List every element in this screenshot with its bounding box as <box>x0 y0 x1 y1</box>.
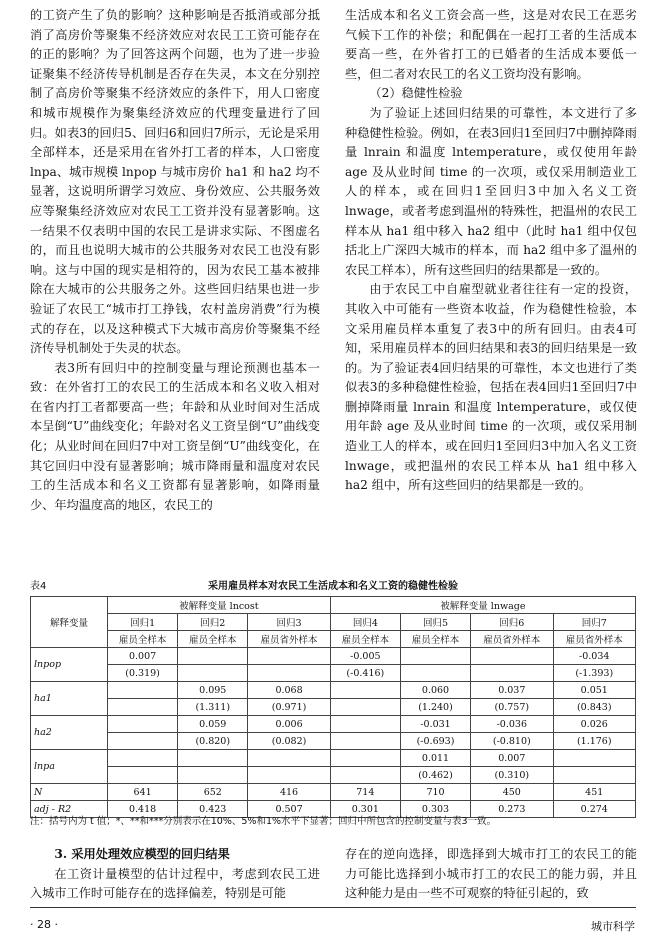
stat-cell: 641 <box>108 784 178 801</box>
results-table <box>30 596 636 818</box>
t-value-cell: (0.319) <box>108 665 178 682</box>
coefficient-cell <box>108 682 178 699</box>
section-heading: 3. 采用处理效应模型的回归结果 <box>54 847 230 861</box>
coefficient-cell <box>108 750 178 767</box>
paragraph: 由于农民工中自雇型就业者往往有一定的投资，其收入中可能有一些资本收益，作为稳健性检验，本文采用雇员样本重复了表3中的所有回归。由表4可知，采用雇员样本的回归结果和表3的回归结果是一致的。为了验证表4回归结果的可靠性，本文也进行了类似表3的多种稳健性检验，包括在表4回归1至回归7中删掉降雨量 lnrain 和温度 lntemperature，或仅使用年龄 age 及从业时间 time 的一次项，或仅采用制造业工人的样本，或在回归1至回归3中加入名义工资 lnwage，或把温州的农民工样本从 ha1 组中移入 ha2 组中，所有这些回归的结果都是一致的。 <box>345 282 637 493</box>
stat-cell: 451 <box>553 784 636 801</box>
t-value-cell <box>248 767 330 784</box>
paragraph: 的工资产生了负的影响？这种影响是否抵消或部分抵消了高房价等聚集不经济效应对农民工工资可能存在的正的影响？为了回答这两个问题，也为了进一步验证聚集不经济传导机制是否存在失灵，本文在分别控制了高房价等聚集不经济效应的条件下，用人口密度和城市规模作为聚集经济效应的代理变量进行了回归。如表3的回归5、回归6和回归7所示，无论是采用全部样本，还是采用在省外打工者的样本，人口密度 lnpa、城市规模 lnpop 与城市房价 ha1 和 ha2 均不显著，这说明所谓学习效应、身份效应、公共服务效应等聚集经济效应对农民工工资并没有显著影响。这一结果不仅表明中国的农民工是讲求实际、不图虚名的，而且也说明大城市的公共服务对农民工也没有影响。这与中国的现实是相符的，因为农民工基本被排除在大城市的公共服务之外。这些回归结果也进一步验证了农民工“城市打工挣钱，农村盖房消费”行为模式的存在，以及这种模式下大城市高房价等聚集不经济传导机制处于失灵的状态。 <box>30 8 320 356</box>
table-caption: 采用雇员样本对农民工生活成本和名义工资的稳健性检验 <box>208 581 458 592</box>
stat-label: N <box>31 784 108 801</box>
regression-label: 回归7 <box>553 614 636 631</box>
bottom-right-column <box>345 845 637 904</box>
variable-name: lnpop <box>31 648 108 682</box>
stat-cell: 710 <box>400 784 470 801</box>
coefficient-cell <box>400 648 470 665</box>
stat-cell: 0.507 <box>248 801 330 818</box>
t-value-cell: (0.082) <box>248 733 330 750</box>
footer-rule <box>30 907 636 908</box>
coefficient-cell: -0.031 <box>400 716 470 733</box>
t-value-cell: (0.820) <box>178 733 248 750</box>
stat-cell: 0.274 <box>553 801 636 818</box>
coefficient-cell: -0.036 <box>471 716 553 733</box>
stat-cell: 416 <box>248 784 330 801</box>
stat-cell: 0.418 <box>108 801 178 818</box>
t-value-cell <box>108 733 178 750</box>
t-value-cell <box>330 767 400 784</box>
stat-cell: 0.423 <box>178 801 248 818</box>
coefficient-cell <box>330 716 400 733</box>
table-row <box>31 784 636 801</box>
stat-cell: 0.301 <box>330 801 400 818</box>
paragraph: 生活成本和名义工资会高一些，这是对农民工在恶劣气候下工作的补偿；和配偶在一起打工者的生活成本要高一些，在外省打工的已婚者的生活成本要低一些，但二者对农民工的名义工资均没有影响。 <box>345 8 637 81</box>
t-value-cell: (0.310) <box>471 767 553 784</box>
coefficient-cell: 0.068 <box>248 682 330 699</box>
t-value-cell: (-1.393) <box>553 665 636 682</box>
t-value-cell <box>248 665 330 682</box>
t-value-cell <box>400 665 470 682</box>
sample-label: 雇员省外样本 <box>553 631 636 648</box>
t-value-cell <box>330 699 400 716</box>
regression-label: 回归1 <box>108 614 178 631</box>
table-row <box>31 648 636 665</box>
sample-label: 雇员全样本 <box>400 631 470 648</box>
var-header: 解释变量 <box>31 597 108 648</box>
t-value-cell: (0.971) <box>248 699 330 716</box>
table-row <box>31 665 636 682</box>
dep-var-lncost: 被解释变量 lncost <box>108 597 331 614</box>
t-value-cell: (-0.416) <box>330 665 400 682</box>
table-row <box>31 750 636 767</box>
coefficient-cell: -0.034 <box>553 648 636 665</box>
table-row <box>31 716 636 733</box>
t-value-cell: (0.843) <box>553 699 636 716</box>
regression-label: 回归4 <box>330 614 400 631</box>
coefficient-cell: 0.026 <box>553 716 636 733</box>
variable-name: lnpa <box>31 750 108 784</box>
table-label: 表4 <box>30 581 47 592</box>
t-value-cell <box>108 767 178 784</box>
coefficient-cell <box>178 750 248 767</box>
coefficient-cell <box>178 648 248 665</box>
bottom-left-column <box>30 845 320 904</box>
coefficient-cell: 0.006 <box>248 716 330 733</box>
paragraph: 存在的逆向选择，即选择到大城市打工的农民工的能力可能比选择到小城市打工的农民工的能力弱，并且这种能力是由一些不可观察的特征引起的，致 <box>345 847 637 901</box>
sample-label: 雇员省外样本 <box>471 631 553 648</box>
section-heading: （2）稳健性检验 <box>369 86 463 101</box>
regression-label: 回归3 <box>248 614 330 631</box>
variable-name: ha1 <box>31 682 108 716</box>
stat-cell: 0.273 <box>471 801 553 818</box>
coefficient-cell: 0.051 <box>553 682 636 699</box>
table-row <box>31 767 636 784</box>
table-row <box>31 699 636 716</box>
t-value-cell: (1.311) <box>178 699 248 716</box>
table-note: 注：括号内为 t 值；*、**和***分别表示在10%、5%和1%水平下显著；回归中所包含的控制变量与表3一致。 <box>30 816 497 827</box>
t-value-cell <box>330 733 400 750</box>
t-value-cell: (-0.810) <box>471 733 553 750</box>
sample-label: 雇员全样本 <box>108 631 178 648</box>
sample-label: 雇员全样本 <box>178 631 248 648</box>
sample-label: 雇员省外样本 <box>248 631 330 648</box>
t-value-cell <box>553 767 636 784</box>
coefficient-cell: 0.011 <box>400 750 470 767</box>
coefficient-cell: 0.007 <box>108 648 178 665</box>
paragraph: 表3所有回归中的控制变量与理论预测也基本一致：在外省打工的农民工的生活成本和名义收入相对在省内打工者都要高一些；年龄和从业时间对生活成本呈倒“U”曲线变化；年龄对名义工资呈倒“U”曲线变化；从业时间在回归7中对工资呈倒“U”曲线变化，在其它回归中没有显著影响；城市降雨量和温度对农民工的生活成本和名义工资都有显著影响，如降雨量少、年均温度高的地区，农民工的 <box>30 360 320 512</box>
stat-cell: 652 <box>178 784 248 801</box>
t-value-cell: (1.176) <box>553 733 636 750</box>
t-value-cell: (0.462) <box>400 767 470 784</box>
paragraph: 为了验证上述回归结果的可靠性，本文进行了多种稳健性检验。例如，在表3回归1至回归7中删掉降雨量 lnrain 和温度 lntemperature，或仅使用年龄 age 及从业时间 time 的一次项，或仅采用制造业工人的样本，或在回归1至回归3中加入名义工资 lnwage，或者考虑到温州的特殊性，把温州的农民工样本从 ha1 组中移入 ha2 组中（此时 ha1 组中仅包括北上广深四大城市的样本，而 ha2 组中多了温州的农民工样本），所有这些回归的结果都是一致的。 <box>345 105 637 277</box>
table-4 <box>30 580 636 818</box>
t-value-cell <box>471 665 553 682</box>
t-value-cell: (-0.693) <box>400 733 470 750</box>
page-number: · 28 · <box>30 918 58 931</box>
stat-cell: 450 <box>471 784 553 801</box>
t-value-cell <box>178 767 248 784</box>
left-column <box>30 6 320 515</box>
coefficient-cell: 0.037 <box>471 682 553 699</box>
coefficient-cell <box>248 750 330 767</box>
coefficient-cell: 0.060 <box>400 682 470 699</box>
dep-var-lnwage: 被解释变量 lnwage <box>330 597 635 614</box>
table-row <box>31 733 636 750</box>
t-value-cell <box>178 665 248 682</box>
regression-label: 回归5 <box>400 614 470 631</box>
coefficient-cell <box>553 750 636 767</box>
coefficient-cell <box>248 648 330 665</box>
t-value-cell: (0.757) <box>471 699 553 716</box>
t-value-cell <box>108 699 178 716</box>
regression-label: 回归2 <box>178 614 248 631</box>
journal-name: 城市科学 <box>591 920 635 933</box>
stat-cell: 0.303 <box>400 801 470 818</box>
coefficient-cell: 0.007 <box>471 750 553 767</box>
paragraph: 在工资计量模型的估计过程中，考虑到农民工进入城市工作时可能存在的选择偏差，特别是可能 <box>30 866 320 901</box>
coefficient-cell <box>108 716 178 733</box>
coefficient-cell <box>330 682 400 699</box>
coefficient-cell: 0.059 <box>178 716 248 733</box>
coefficient-cell: 0.095 <box>178 682 248 699</box>
stat-cell: 714 <box>330 784 400 801</box>
coefficient-cell: -0.005 <box>330 648 400 665</box>
table-row <box>31 682 636 699</box>
right-column <box>345 6 637 496</box>
coefficient-cell <box>330 750 400 767</box>
coefficient-cell <box>471 648 553 665</box>
regression-label: 回归6 <box>471 614 553 631</box>
variable-name: ha2 <box>31 716 108 750</box>
sample-label: 雇员全样本 <box>330 631 400 648</box>
stat-label: adj - R2 <box>31 801 108 818</box>
t-value-cell: (1.240) <box>400 699 470 716</box>
